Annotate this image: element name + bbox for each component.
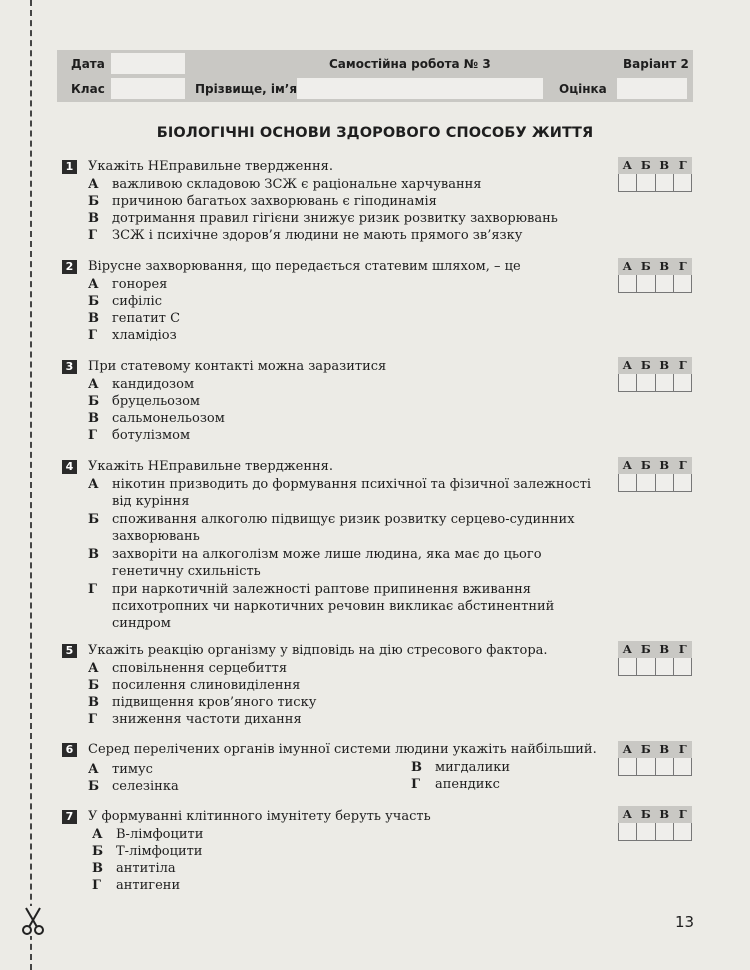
answer-cell-a[interactable] <box>619 174 637 191</box>
answer-grid-4: А Б В Г <box>618 457 692 492</box>
question-text: Вірусне захворювання, що передається статевим шляхом, – це <box>88 259 521 274</box>
question-text: Укажіть реакцію організму у відповідь на дію стресового фактора. <box>88 643 548 658</box>
grade-label: Оцінка <box>559 82 607 96</box>
page-title: БІОЛОГІЧНІ ОСНОВИ ЗДОРОВОГО СПОСОБУ ЖИТТЯ <box>156 125 594 141</box>
answer-grid-7: А Б В Г <box>618 806 692 841</box>
answer-cell-b[interactable] <box>637 658 655 675</box>
answer-cell-b[interactable] <box>637 374 655 391</box>
page-number: 13 <box>675 913 695 931</box>
answer-cell-a[interactable] <box>619 374 637 391</box>
question-number: 6 <box>62 743 77 757</box>
answer-cell-d[interactable] <box>674 758 691 775</box>
question-number: 2 <box>62 260 77 274</box>
cut-line <box>30 0 32 970</box>
scissors-icon <box>20 906 46 936</box>
class-label: Клас <box>71 82 105 96</box>
answer-grid-5: А Б В Г <box>618 641 692 676</box>
date-label: Дата <box>71 57 105 71</box>
question-number: 7 <box>62 810 77 824</box>
work-title: Самостійна робота № 3 <box>329 57 491 71</box>
question-text: При статевому контакті можна заразитися <box>88 359 387 374</box>
class-field[interactable] <box>111 78 185 99</box>
answer-grid-1: А Б В Г <box>618 157 692 192</box>
header-panel <box>57 50 693 102</box>
answer-cell-c[interactable] <box>656 474 674 491</box>
question-text: Укажіть НЕправильне твердження. <box>88 159 334 174</box>
answer-cell-a[interactable] <box>619 823 637 840</box>
answer-cell-d[interactable] <box>674 658 691 675</box>
date-field[interactable] <box>111 53 185 74</box>
answer-cell-a[interactable] <box>619 758 637 775</box>
answer-cell-c[interactable] <box>656 823 674 840</box>
answer-cell-c[interactable] <box>656 758 674 775</box>
answer-cell-d[interactable] <box>674 823 691 840</box>
answer-cell-c[interactable] <box>656 174 674 191</box>
answer-cell-c[interactable] <box>656 275 674 292</box>
answer-cell-c[interactable] <box>656 374 674 391</box>
variant-label: Варіант 2 <box>623 57 689 71</box>
answer-cell-b[interactable] <box>637 823 655 840</box>
answer-cell-b[interactable] <box>637 758 655 775</box>
question-text: Серед перелічених органів імунної системи людини укажіть найбільший. <box>88 742 597 757</box>
answer-cell-d[interactable] <box>674 174 691 191</box>
answer-grid-6: А Б В Г <box>618 741 692 776</box>
answer-cell-d[interactable] <box>674 374 691 391</box>
answer-cell-d[interactable] <box>674 275 691 292</box>
question-number: 5 <box>62 644 77 658</box>
answer-cell-b[interactable] <box>637 275 655 292</box>
grade-field[interactable] <box>617 78 687 99</box>
question-number: 4 <box>62 460 77 474</box>
answer-cell-a[interactable] <box>619 275 637 292</box>
answer-grid-3: А Б В Г <box>618 357 692 392</box>
answer-grid-2: А Б В Г <box>618 258 692 293</box>
answer-cell-b[interactable] <box>637 174 655 191</box>
answer-cell-a[interactable] <box>619 474 637 491</box>
answer-cell-a[interactable] <box>619 658 637 675</box>
question-number: 3 <box>62 360 77 374</box>
question-number: 1 <box>62 160 77 174</box>
answer-cell-c[interactable] <box>656 658 674 675</box>
question-text: У формуванні клітинного імунітету беруть участь <box>88 809 431 824</box>
question-text: Укажіть НЕправильне твердження. <box>88 459 334 474</box>
name-field[interactable] <box>297 78 543 99</box>
answer-cell-d[interactable] <box>674 474 691 491</box>
answer-cell-b[interactable] <box>637 474 655 491</box>
name-label: Прізвище, ім’я <box>195 82 298 96</box>
